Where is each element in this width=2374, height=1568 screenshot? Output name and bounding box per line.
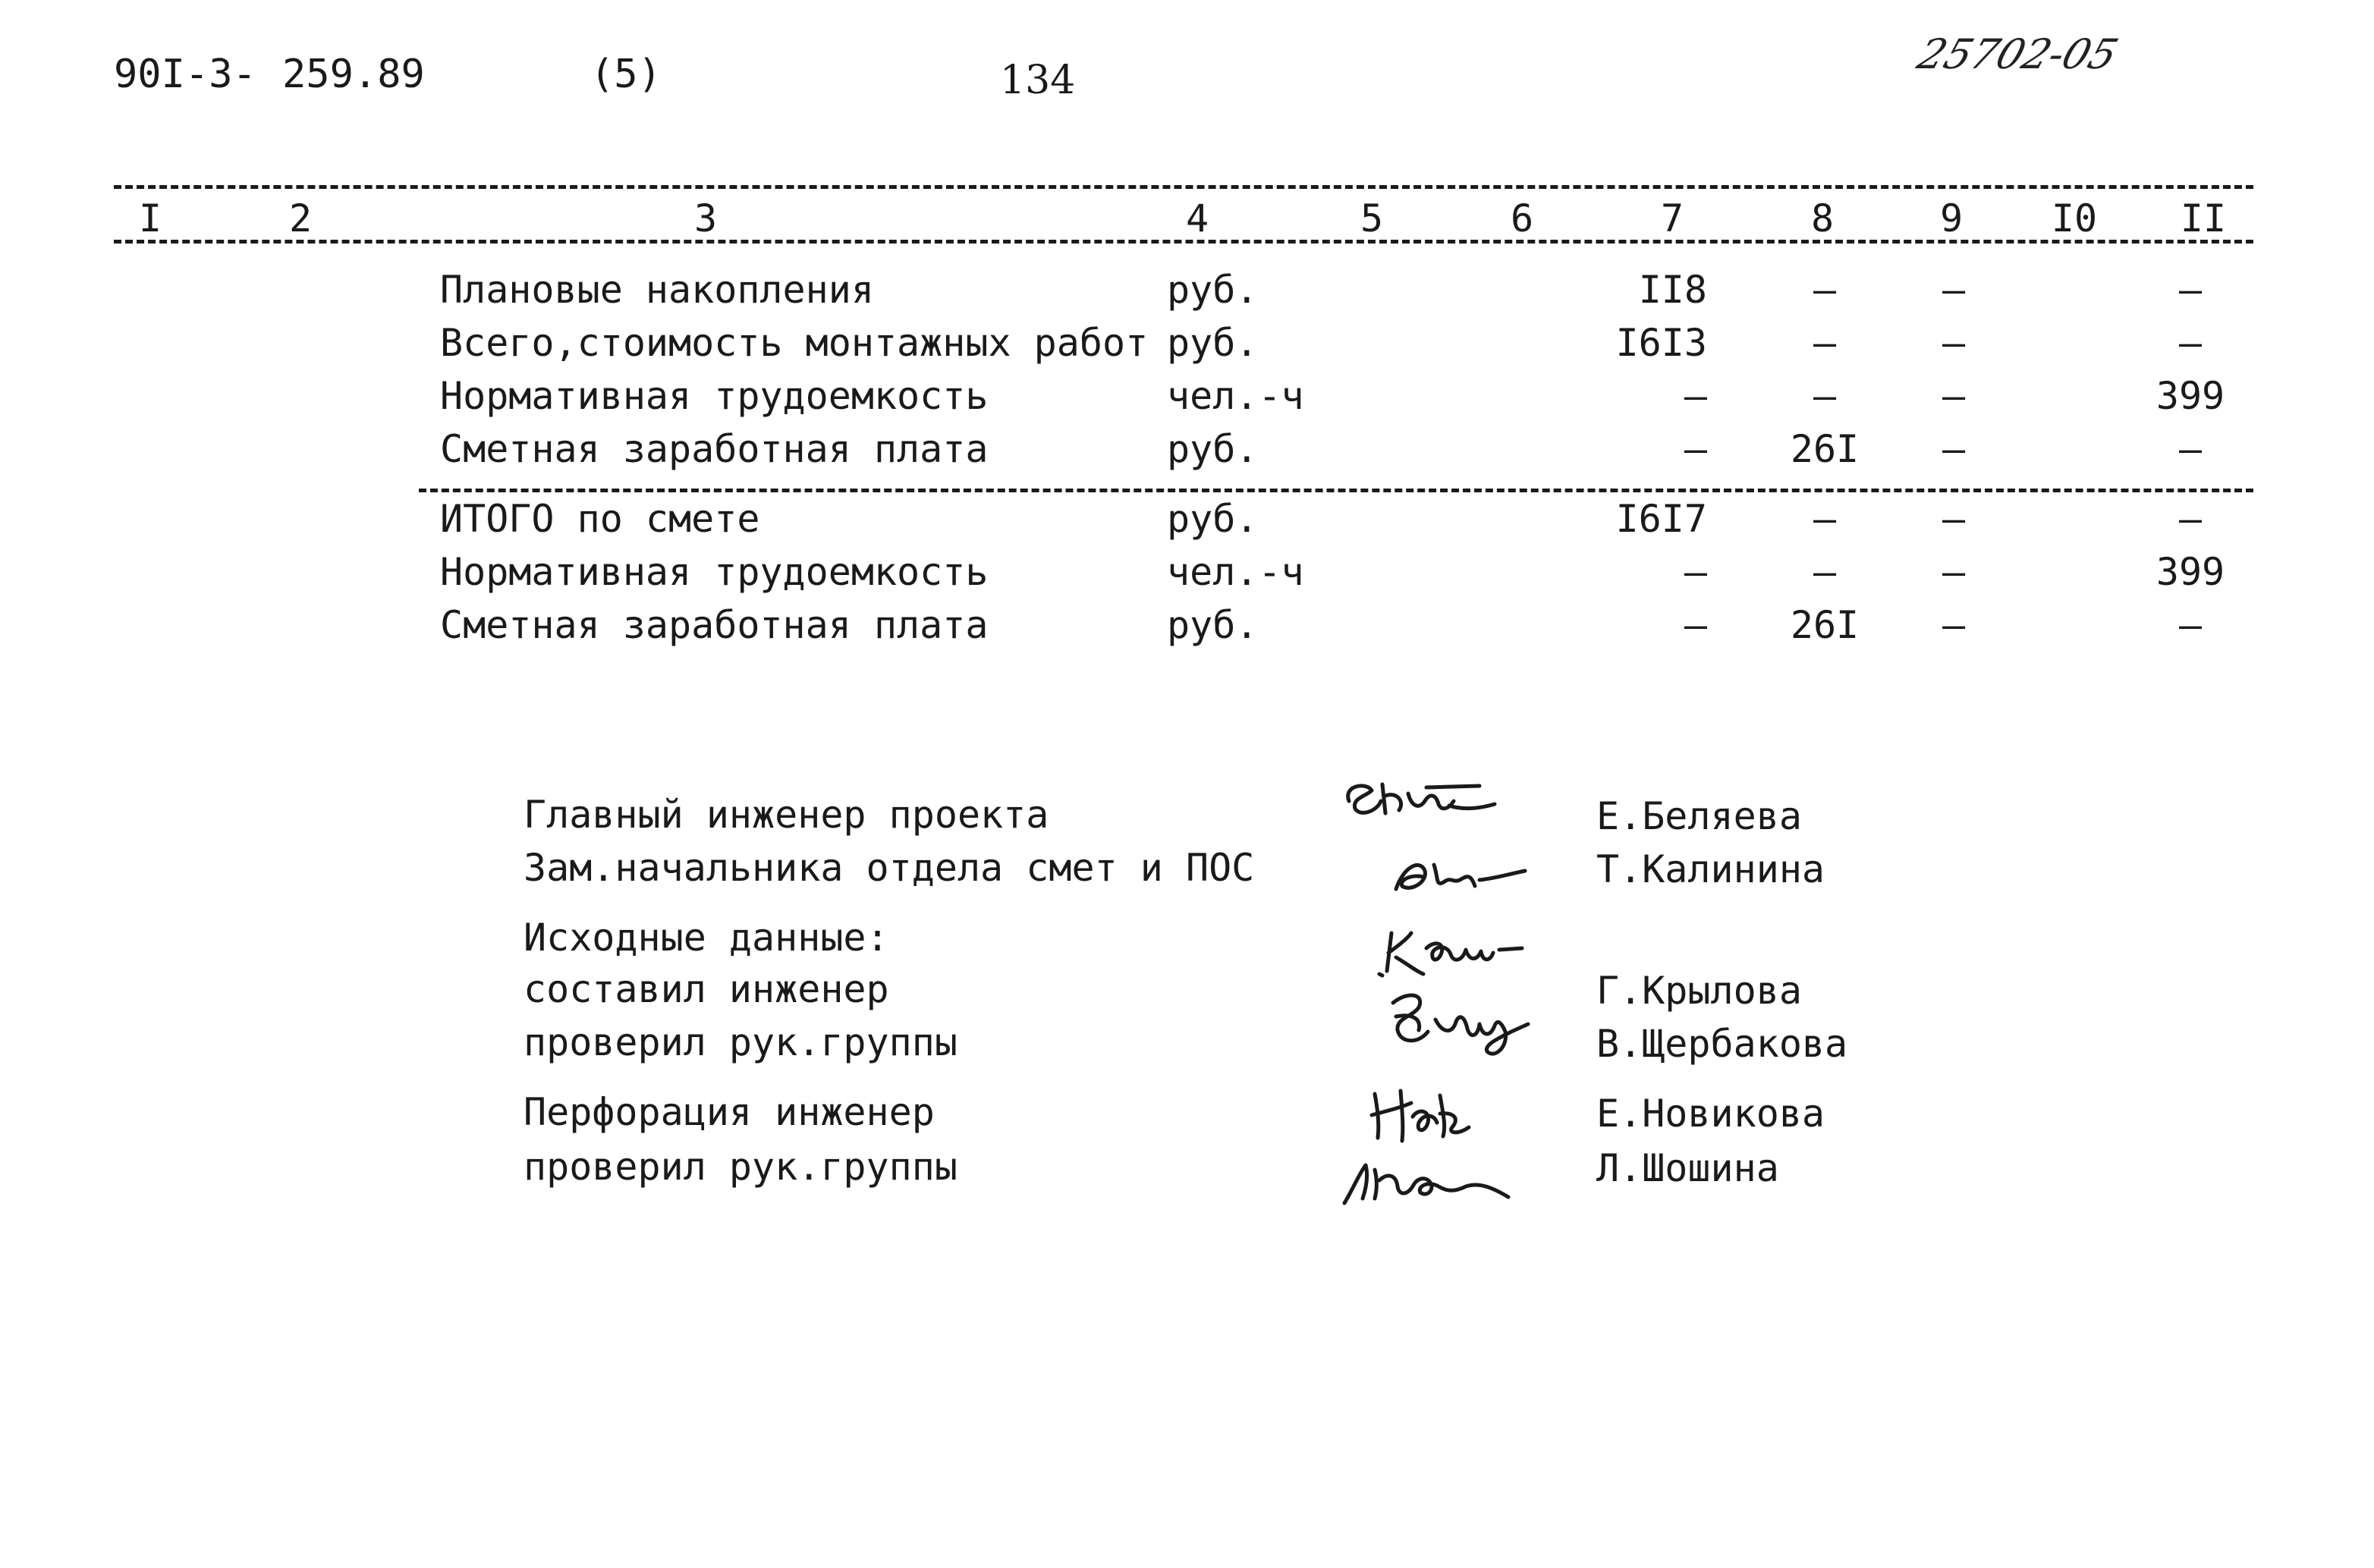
signature-role: проверил рук.группы [524,1020,957,1064]
row-name: Плановые накопления [440,268,874,312]
row-name: Сметная заработная плата [440,603,989,647]
cell-col9: – [1942,321,1966,365]
column-header: I [138,196,162,240]
cell-col9: – [1942,603,1966,647]
row-name: Нормативная трудоемкость [440,550,989,594]
cell-col7: I6I3 [1615,321,1707,365]
handwritten-signature-krylova-shcherbakova [1366,918,1578,1070]
cell-col11: 399 [2155,550,2225,594]
cell-col9: – [1942,427,1966,471]
cell-col9: – [1942,550,1966,594]
column-header: I0 [2051,196,2098,240]
column-header: II [2180,196,2227,240]
signatory-name: В.Щербакова [1596,1022,1848,1066]
cell-col8: – [1813,374,1837,418]
signatory-name: Г.Крылова [1596,969,1802,1013]
signatory-name: Е.Новикова [1596,1092,1825,1136]
cell-col7: – [1684,603,1707,647]
cell-col11: – [2178,268,2203,312]
cell-col9: – [1942,374,1966,418]
row-unit: руб. [1167,268,1259,312]
row-unit: руб. [1167,497,1259,541]
signature-role: Перфорация инженер [524,1090,935,1134]
signatory-name: Л.Шошина [1596,1146,1779,1190]
row-unit: руб. [1167,427,1259,471]
cell-col11: – [2178,603,2203,647]
handwritten-signature-beliaeva [1335,771,1502,831]
cell-col8: 26I [1790,603,1860,647]
cell-col11: – [2178,427,2203,471]
cell-col7: II8 [1638,268,1707,312]
table-top-rule [114,185,2253,189]
column-header: 9 [1939,196,1964,240]
row-unit: руб. [1167,321,1259,365]
cell-col11: 399 [2155,374,2225,418]
signatory-name: Е.Беляева [1596,794,1802,838]
row-unit: руб. [1167,603,1259,647]
handwritten-signature-kalinina [1381,844,1548,904]
document-number: 259.89 [282,52,425,97]
cell-col9: – [1942,497,1966,541]
archive-stamp-number: 25702-05 [1911,30,2124,78]
source-data-label: Исходные данные: [524,916,889,960]
totals-divider [419,489,2253,492]
cell-col9: – [1942,268,1966,312]
document-code: 90I-3- [114,52,256,97]
cell-col7: – [1684,427,1707,471]
signature-role: Зам.начальника отдела смет и ПОС [524,846,1255,890]
row-name: Сметная заработная плата [440,427,989,471]
row-name: Нормативная трудоемкость [440,374,989,418]
signatory-name: Т.Калинина [1596,847,1825,891]
document-part: (5) [590,52,662,97]
column-header: 6 [1510,196,1534,240]
column-header: 4 [1185,196,1209,240]
row-name: Всего,стоимость монтажных работ [440,321,1149,365]
signature-role: Главный инженер проекта [524,793,1049,837]
cell-col11: – [2178,497,2203,541]
cell-col8: 26I [1790,427,1860,471]
column-header: 7 [1660,196,1684,240]
column-header: 5 [1360,196,1384,240]
handwritten-signature-shoshina [1332,1142,1522,1211]
cell-col11: – [2178,321,2203,365]
cell-col7: I6I7 [1615,497,1707,541]
cell-col8: – [1813,550,1837,594]
column-header: 8 [1810,196,1835,240]
handwritten-signature-novikova [1358,1080,1510,1149]
cell-col7: – [1684,550,1707,594]
cell-col7: – [1684,374,1707,418]
cell-col8: – [1813,321,1837,365]
cell-col8: – [1813,497,1837,541]
column-header: 2 [288,196,313,240]
row-name: ИТОГО по смете [440,497,760,541]
page-number: 134 [1000,58,1076,103]
row-unit: чел.-ч [1167,374,1304,418]
row-unit: чел.-ч [1167,550,1304,594]
signature-role: составил инженер [524,967,889,1011]
column-header: 3 [693,196,718,240]
cell-col8: – [1813,268,1837,312]
signature-role: проверил рук.группы [524,1145,957,1189]
